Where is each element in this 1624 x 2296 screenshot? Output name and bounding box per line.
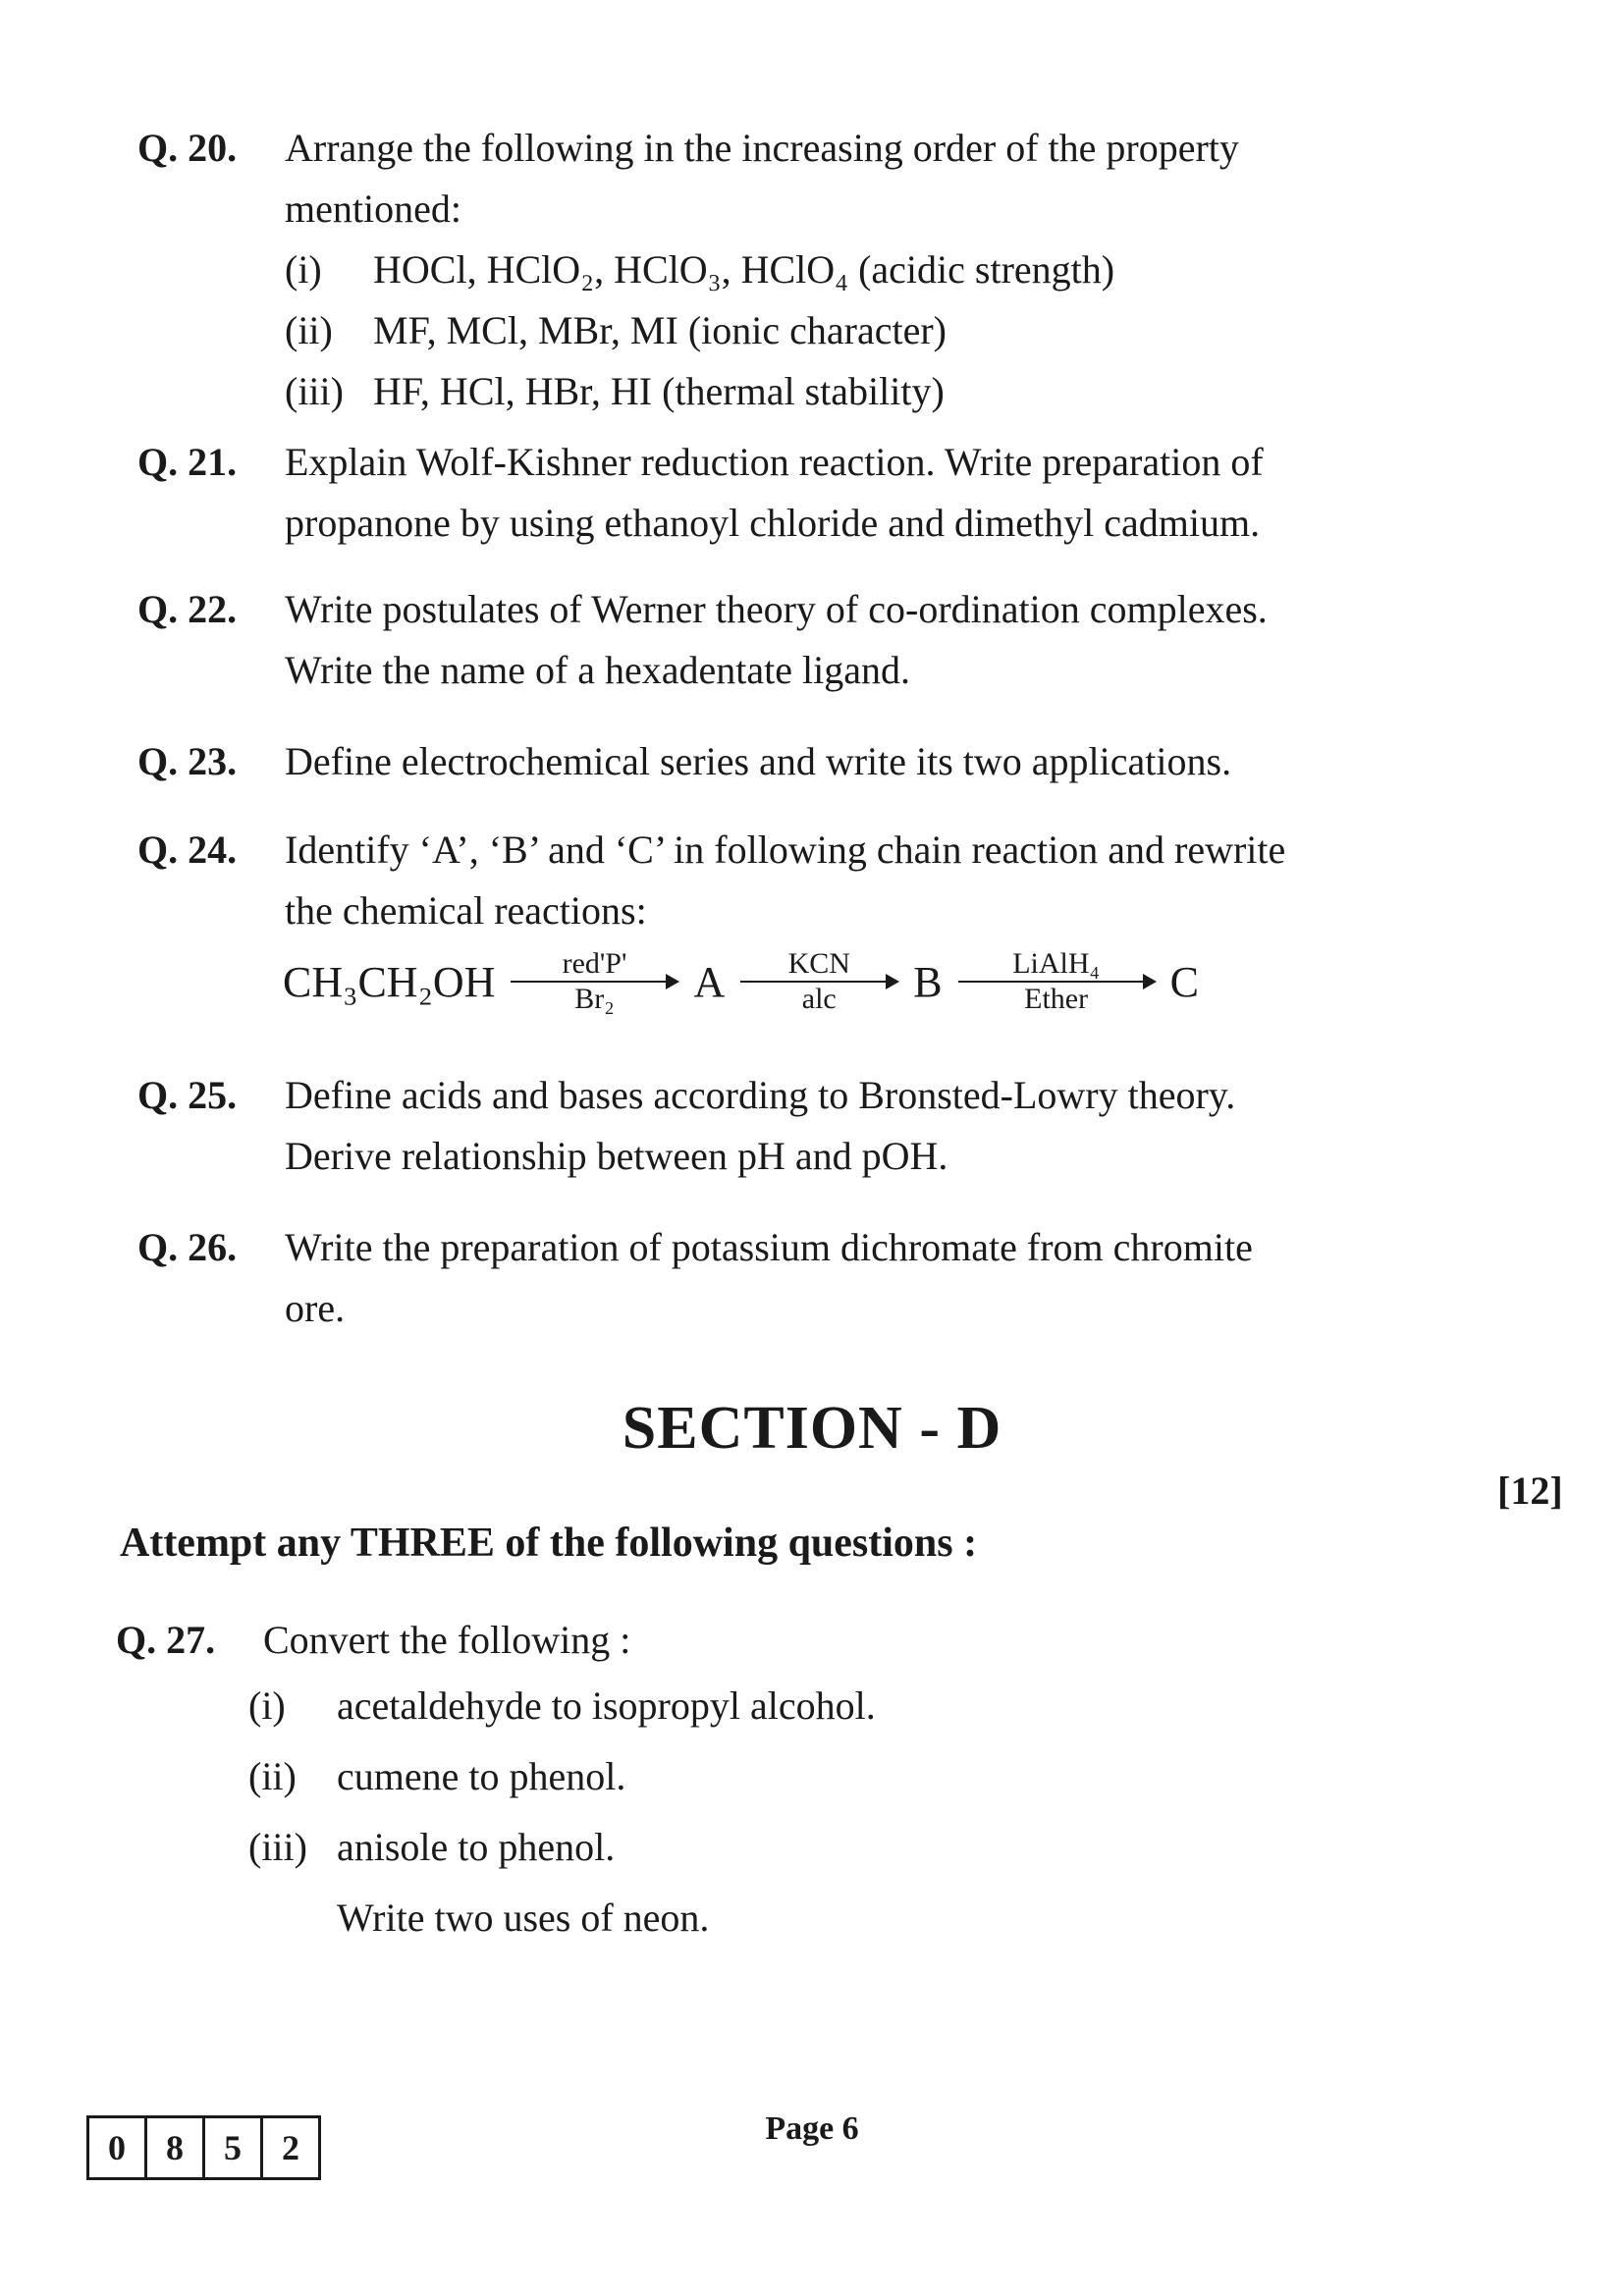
question-text-cont: propanone by using ethanoyl chloride and dimethyl cadmium. <box>285 501 1261 545</box>
sub-item: (i) acetaldehyde to isopropyl alcohol. <box>248 1683 876 1728</box>
arrow-icon <box>511 981 677 983</box>
section-marks: [12] <box>1497 1468 1563 1513</box>
question-text-cont: ore. <box>285 1286 346 1330</box>
sub-item: (ii) MF, MCl, MBr, MI (ionic character) <box>285 308 947 352</box>
question-text: Define acids and bases according to Bronsted-Lowry theory. <box>285 1073 1236 1117</box>
question-text-cont: mentioned: <box>285 187 461 231</box>
product-b: B <box>913 957 943 1006</box>
question-text-cont: Write the name of a hexadentate ligand. <box>285 648 910 692</box>
product-c: C <box>1169 957 1199 1006</box>
paper-code <box>86 2115 321 2180</box>
section-instruction: Attempt any THREE of the following questions : <box>120 1521 978 1566</box>
question-number: Q. 22. <box>137 587 238 631</box>
arrow-icon <box>958 981 1155 983</box>
sub-item: (iii) anisole to phenol. <box>248 1825 616 1869</box>
question-20 <box>137 118 1424 422</box>
question-number: Q. 23. <box>137 739 238 783</box>
reaction-arrow-3: LiAlH₄ Ether <box>958 947 1155 1016</box>
code-digit: 5 <box>205 2118 263 2177</box>
reaction-arrow-2: KCN alc <box>740 947 897 1016</box>
question-text: Write postulates of Werner theory of co-ordination complexes. <box>285 587 1268 631</box>
question-25 <box>137 1065 1424 1187</box>
question-number: Q. 25. <box>137 1073 238 1117</box>
question-number: Q. 24. <box>137 828 238 872</box>
question-23 <box>137 731 1424 792</box>
question-text: Explain Wolf-Kishner reduction reaction. Write preparation of <box>285 440 1264 484</box>
question-27 <box>116 1610 1402 1953</box>
product-a: A <box>693 957 726 1006</box>
code-digit: 8 <box>147 2118 205 2177</box>
sub-item: (i) HOCl, HClO₂, HClO₃, HClO₄ (acidic strength) <box>285 247 1115 292</box>
question-21 <box>137 432 1424 554</box>
question-24 <box>137 820 1424 941</box>
reactant: CH₃CH₂OH <box>283 957 496 1006</box>
section-title: SECTION - D <box>622 1395 1002 1462</box>
sub-item: (ii) cumene to phenol. <box>248 1754 626 1798</box>
question-number: Q. 26. <box>137 1225 238 1269</box>
question-22 <box>137 579 1424 701</box>
chain-reaction <box>283 947 1199 1016</box>
code-digit: 2 <box>282 2128 299 2167</box>
question-text: Convert the following : <box>263 1618 631 1662</box>
question-text: Arrange the following in the increasing order of the property <box>285 126 1239 170</box>
page-number: Page 6 <box>765 2110 859 2147</box>
question-text: Identify ‘A’, ‘B’ and ‘C’ in following chain reaction and rewrite <box>285 828 1286 872</box>
question-number: Q. 27. <box>116 1618 216 1662</box>
reaction-arrow-1: red'P' Br₂ <box>511 947 677 1016</box>
arrow-icon <box>740 981 897 983</box>
question-text: Write the preparation of potassium dichromate from chromite <box>285 1225 1253 1269</box>
extra-item: Write two uses of neon. <box>337 1896 710 1940</box>
question-number: Q. 20. <box>137 126 238 170</box>
question-26 <box>137 1217 1424 1339</box>
question-text: Define electrochemical series and write its two applications. <box>285 739 1232 783</box>
question-text-cont: the chemical reactions: <box>285 888 647 933</box>
question-number: Q. 21. <box>137 440 238 484</box>
code-digit: 0 <box>89 2118 147 2177</box>
question-text-cont: Derive relationship between pH and pOH. <box>285 1134 948 1178</box>
sub-item: (iii) HF, HCl, HBr, HI (thermal stability) <box>285 369 945 413</box>
